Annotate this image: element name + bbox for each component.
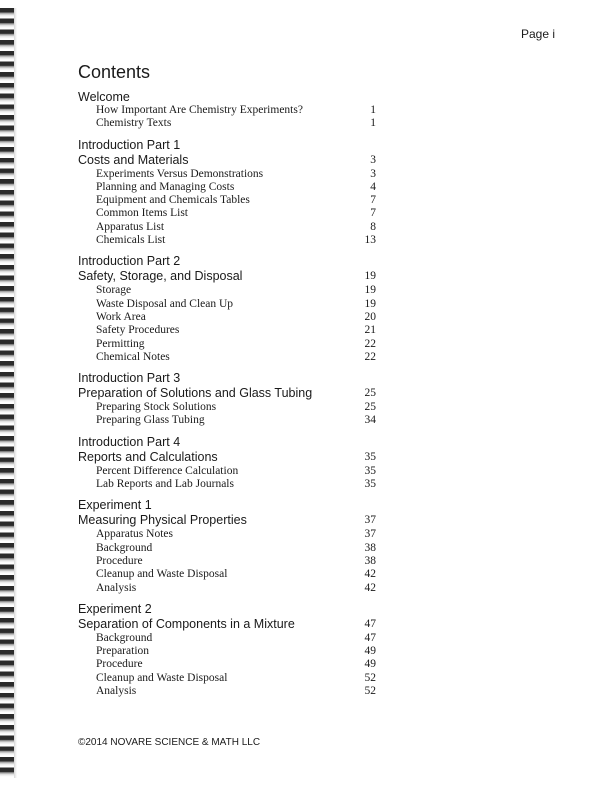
toc-section-title	[78, 449, 378, 465]
toc-entry	[78, 117, 378, 130]
toc-section-title-text: Reports and Calculations	[78, 449, 218, 464]
toc-entry	[78, 478, 378, 491]
toc-entry-text: Analysis	[96, 685, 137, 698]
toc-entry	[78, 324, 378, 337]
toc-section	[78, 371, 378, 428]
toc-entry-text: Analysis	[96, 581, 137, 594]
toc-section-title-text: Measuring Physical Properties	[78, 513, 247, 528]
toc-entry-text: Work Area	[96, 310, 146, 323]
toc-entry	[78, 234, 378, 247]
toc-entry-page: 35	[364, 478, 376, 491]
toc-entry	[78, 645, 378, 658]
toc-entry-page: 42	[364, 581, 376, 594]
toc-entry	[78, 672, 378, 685]
toc-entry-page: 38	[364, 554, 376, 567]
toc-entry-page: 4	[370, 180, 376, 193]
toc-entry-page: 7	[370, 207, 376, 220]
toc-section-title	[78, 616, 378, 632]
toc-entry-page: 7	[370, 194, 376, 207]
toc-entry-page: 49	[364, 658, 376, 671]
toc-entry-page: 22	[364, 350, 376, 363]
toc-section-page: 37	[364, 514, 376, 527]
toc-section-title-text: Safety, Storage, and Disposal	[78, 269, 243, 284]
toc-entry-page: 52	[364, 685, 376, 698]
toc-entry-text: Background	[96, 631, 153, 644]
toc-entry-page: 42	[364, 568, 376, 581]
toc-entry-text: Storage	[96, 284, 132, 297]
toc-entry-page: 52	[364, 671, 376, 684]
toc-entry-text: Procedure	[96, 554, 143, 567]
toc-section	[78, 435, 378, 492]
toc-section	[78, 90, 378, 131]
contents-heading: Contents	[78, 62, 151, 82]
toc-section-label: Introduction Part 2	[78, 254, 181, 269]
toc-entry-text: Safety Procedures	[96, 324, 180, 337]
toc-section-label: Introduction Part 3	[78, 371, 181, 386]
toc-entry-page: 13	[364, 234, 376, 247]
toc-entry-page: 35	[364, 464, 376, 477]
toc-section-label: Experiment 1	[78, 498, 152, 513]
toc-section	[78, 602, 378, 698]
toc-section-page: 3	[370, 153, 376, 166]
toc-section-title	[78, 268, 378, 284]
toc-section-title-text: Costs and Materials	[78, 152, 189, 167]
toc-entry-text: Background	[96, 541, 153, 554]
toc-entry-page: 21	[364, 324, 376, 337]
toc-entry-page: 47	[364, 631, 376, 644]
toc-section-label: Introduction Part 1	[78, 137, 181, 152]
toc-entry-text: Apparatus List	[96, 220, 165, 233]
toc-section-title	[78, 512, 378, 528]
toc-entry	[78, 351, 378, 364]
toc-entry-text: Experiments Versus Demonstrations	[96, 167, 264, 180]
toc-entry-text: Procedure	[96, 658, 143, 671]
toc-entry-page: 25	[364, 401, 376, 414]
toc-entry-page: 22	[364, 337, 376, 350]
toc-entry-text: Chemicals List	[96, 234, 166, 247]
toc-entry	[78, 465, 378, 478]
toc-section-page: 35	[364, 450, 376, 463]
toc-entry-text: Common Items List	[96, 207, 188, 220]
toc-section-page: 19	[364, 270, 376, 283]
toc-entry	[78, 207, 378, 220]
toc-entry-page: 19	[364, 297, 376, 310]
toc-entry-text: Preparation	[96, 645, 150, 658]
toc-section-title-text: Separation of Components in a Mixture	[78, 616, 295, 631]
toc-entry	[78, 632, 378, 645]
toc-entry	[78, 401, 378, 414]
toc-entry-text: Apparatus Notes	[96, 528, 173, 541]
toc-entry	[78, 298, 378, 311]
toc-entry-page: 38	[364, 541, 376, 554]
toc-section-title	[78, 152, 378, 168]
toc-entry	[78, 414, 378, 427]
toc-section-page: 47	[364, 617, 376, 630]
toc-entry	[78, 555, 378, 568]
toc-section	[78, 498, 378, 594]
toc-entry-text: Lab Reports and Lab Journals	[96, 478, 234, 491]
toc-entry	[78, 168, 378, 181]
toc-section-title-text: Preparation of Solutions and Glass Tubing	[78, 386, 313, 401]
toc-entry-page: 34	[364, 414, 376, 427]
toc-section-label: Introduction Part 4	[78, 434, 181, 449]
toc-entry-text: Preparing Stock Solutions	[96, 401, 217, 414]
toc-entry	[78, 528, 378, 541]
toc-section-page: 25	[364, 387, 376, 400]
toc-entry-text: Equipment and Chemicals Tables	[96, 194, 250, 207]
toc-entry	[78, 311, 378, 324]
toc-entry-text: Cleanup and Waste Disposal	[96, 671, 228, 684]
toc-entry	[78, 104, 378, 117]
toc-entry-page: 1	[370, 104, 376, 116]
toc-entry	[78, 181, 378, 194]
toc-entry-page: 49	[364, 645, 376, 658]
toc-entry-page: 19	[364, 284, 376, 297]
toc-entry	[78, 542, 378, 555]
toc-entry-page: 3	[370, 167, 376, 180]
toc-section-title	[78, 385, 378, 401]
toc-section	[78, 138, 378, 248]
toc-section-label: Welcome	[78, 90, 130, 104]
copyright-footer: ©2014 NOVARE SCIENCE & MATH LLC	[78, 737, 261, 748]
toc-entry-text: Waste Disposal and Clean Up	[96, 297, 234, 310]
page-number: Page i	[521, 27, 556, 41]
toc-entry-text: Planning and Managing Costs	[96, 180, 235, 193]
toc-entry	[78, 582, 378, 595]
toc-entry	[78, 685, 378, 698]
toc-entry-text: Chemical Notes	[96, 350, 170, 363]
toc-entry-page: 20	[364, 310, 376, 323]
toc-entry-page: 37	[364, 528, 376, 541]
toc-entry	[78, 338, 378, 351]
toc-entry-page: 1	[370, 117, 376, 130]
toc-entry	[78, 284, 378, 297]
toc-entry	[78, 658, 378, 671]
toc-section	[78, 254, 378, 364]
toc-entry-text: Preparing Glass Tubing	[96, 414, 205, 427]
toc-entry-text: Permitting	[96, 337, 145, 350]
table-of-contents	[78, 90, 378, 705]
toc-entry-text: Percent Difference Calculation	[96, 464, 239, 477]
toc-entry	[78, 194, 378, 207]
toc-entry	[78, 568, 378, 581]
toc-entry	[78, 221, 378, 234]
toc-entry-text: Cleanup and Waste Disposal	[96, 568, 228, 581]
toc-entry-text: How Important Are Chemistry Experiments?	[96, 104, 303, 116]
toc-section-label: Experiment 2	[78, 601, 152, 616]
toc-entry-text: Chemistry Texts	[96, 117, 172, 130]
toc-entry-page: 8	[370, 220, 376, 233]
spiral-binding	[0, 8, 14, 778]
binding-shadow	[14, 8, 17, 778]
